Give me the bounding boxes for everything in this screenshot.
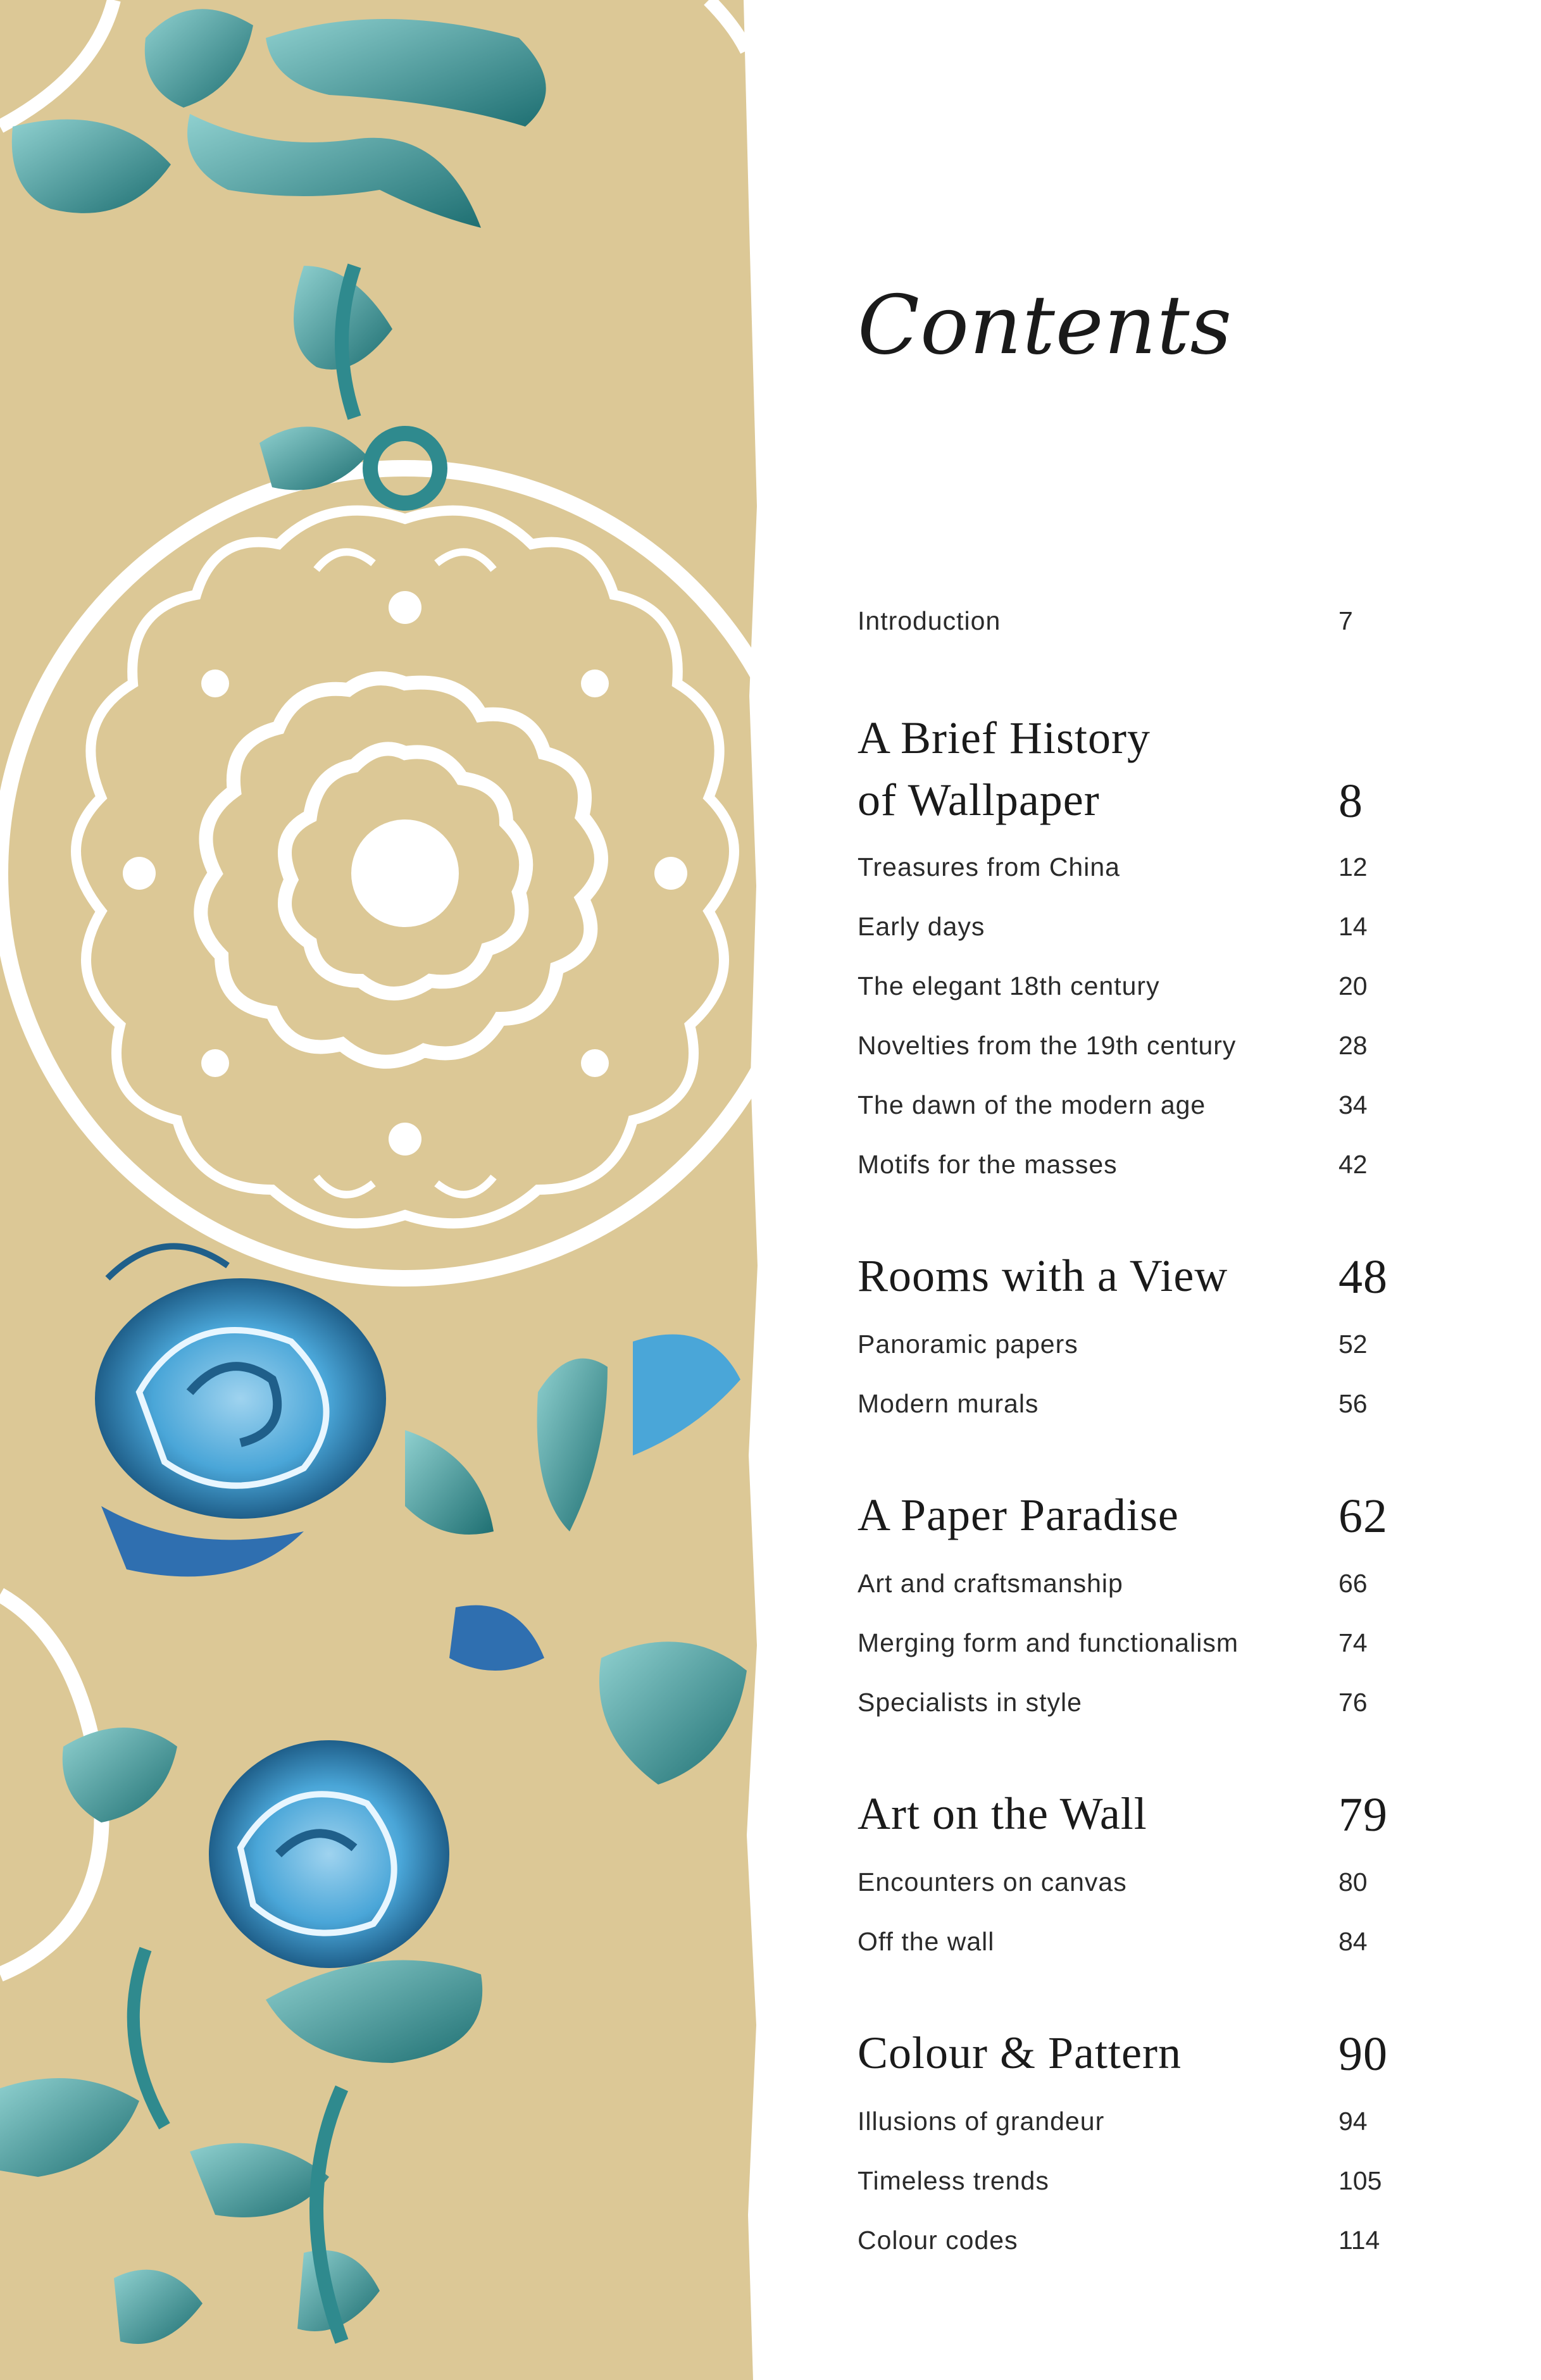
toc-chapter-art: [858, 1788, 1427, 1851]
toc-entry-label: Introduction: [858, 606, 1001, 635]
toc-entry-page: 7: [1338, 606, 1353, 635]
toc-entry-page: 114: [1338, 2226, 1380, 2255]
toc-entry-page: 20: [1338, 971, 1368, 1000]
toc-entry-label: Illusions of grandeur: [858, 2107, 1105, 2136]
toc-entry-page: 56: [1338, 1389, 1368, 1418]
toc-entry-page: 28: [1338, 1031, 1368, 1060]
toc-entry-label: Merging form and functionalism: [858, 1628, 1238, 1657]
table-of-contents: [858, 0, 1427, 2380]
toc-entry-label: Modern murals: [858, 1389, 1039, 1418]
toc-chapter-paradise: [858, 1489, 1427, 1552]
toc-entry-page: 105: [1338, 2166, 1382, 2195]
toc-entry: [858, 2226, 1427, 2264]
toc-entry: [858, 1688, 1427, 1726]
chapter-title-line2: of Wallpaper: [858, 775, 1100, 825]
toc-entry-page: 94: [1338, 2107, 1368, 2136]
toc-entry-page: 52: [1338, 1330, 1368, 1359]
toc-entry: [858, 2166, 1427, 2204]
wallpaper-illustration: [0, 0, 759, 2380]
chapter-title: Colour & Pattern: [858, 2028, 1182, 2078]
toc-entry: [858, 1150, 1427, 1188]
chapter-title: Art on the Wall: [858, 1788, 1147, 1839]
toc-entry-page: 80: [1338, 1867, 1368, 1897]
toc-entry-label: Motifs for the masses: [858, 1150, 1118, 1179]
toc-chapter-rooms: [858, 1250, 1427, 1313]
chapter-title: Rooms with a View: [858, 1250, 1228, 1301]
toc-entry: [858, 852, 1427, 890]
toc-entry-label: Specialists in style: [858, 1688, 1082, 1717]
toc-entry: [858, 1927, 1427, 1965]
chapter-page: 8: [1338, 775, 1363, 828]
page-title: Contents: [858, 278, 1233, 373]
toc-entry-label: Timeless trends: [858, 2166, 1049, 2195]
toc-entry-page: 84: [1338, 1927, 1368, 1956]
toc-entry-page: 66: [1338, 1569, 1368, 1598]
toc-entry-page: 14: [1338, 912, 1368, 941]
chapter-title: A Paper Paradise: [858, 1490, 1179, 1540]
toc-entry: [858, 1090, 1427, 1128]
toc-chapter-history: [858, 712, 1427, 838]
toc-entry-page: 12: [1338, 852, 1368, 882]
toc-entry-label: The elegant 18th century: [858, 971, 1160, 1000]
toc-entry-label: Treasures from China: [858, 852, 1120, 882]
toc-entry-label: Off the wall: [858, 1927, 995, 1956]
chapter-page: 48: [1338, 1250, 1388, 1304]
toc-entry-page: 42: [1338, 1150, 1368, 1179]
toc-entry-label: Novelties from the 19th century: [858, 1031, 1237, 1060]
toc-entry-introduction: [858, 606, 1427, 644]
toc-chapter-colour: [858, 2027, 1427, 2090]
toc-entry-label: Early days: [858, 912, 985, 941]
toc-entry-label: Art and craftsmanship: [858, 1569, 1123, 1598]
chapter-page: 79: [1338, 1788, 1388, 1841]
chapter-page: 62: [1338, 1490, 1388, 1543]
toc-entry-label: The dawn of the modern age: [858, 1090, 1206, 1119]
toc-entry: [858, 1569, 1427, 1607]
toc-entry: [858, 971, 1427, 1009]
toc-entry: [858, 1330, 1427, 1368]
chapter-title-line1: A Brief History: [858, 713, 1151, 763]
toc-entry-page: 74: [1338, 1628, 1368, 1657]
toc-entry-label: Colour codes: [858, 2226, 1018, 2255]
toc-entry: [858, 1031, 1427, 1069]
blue-rose-lower: [209, 1740, 449, 1968]
toc-entry-label: Encounters on canvas: [858, 1867, 1127, 1897]
toc-entry: [858, 912, 1427, 950]
toc-entry-label: Panoramic papers: [858, 1330, 1078, 1359]
toc-entry: [858, 2107, 1427, 2145]
toc-entry: [858, 1867, 1427, 1905]
chapter-page: 90: [1338, 2028, 1388, 2081]
toc-entry: [858, 1628, 1427, 1666]
toc-entry-page: 34: [1338, 1090, 1368, 1119]
toc-entry-page: 76: [1338, 1688, 1368, 1717]
toc-entry: [858, 1389, 1427, 1427]
